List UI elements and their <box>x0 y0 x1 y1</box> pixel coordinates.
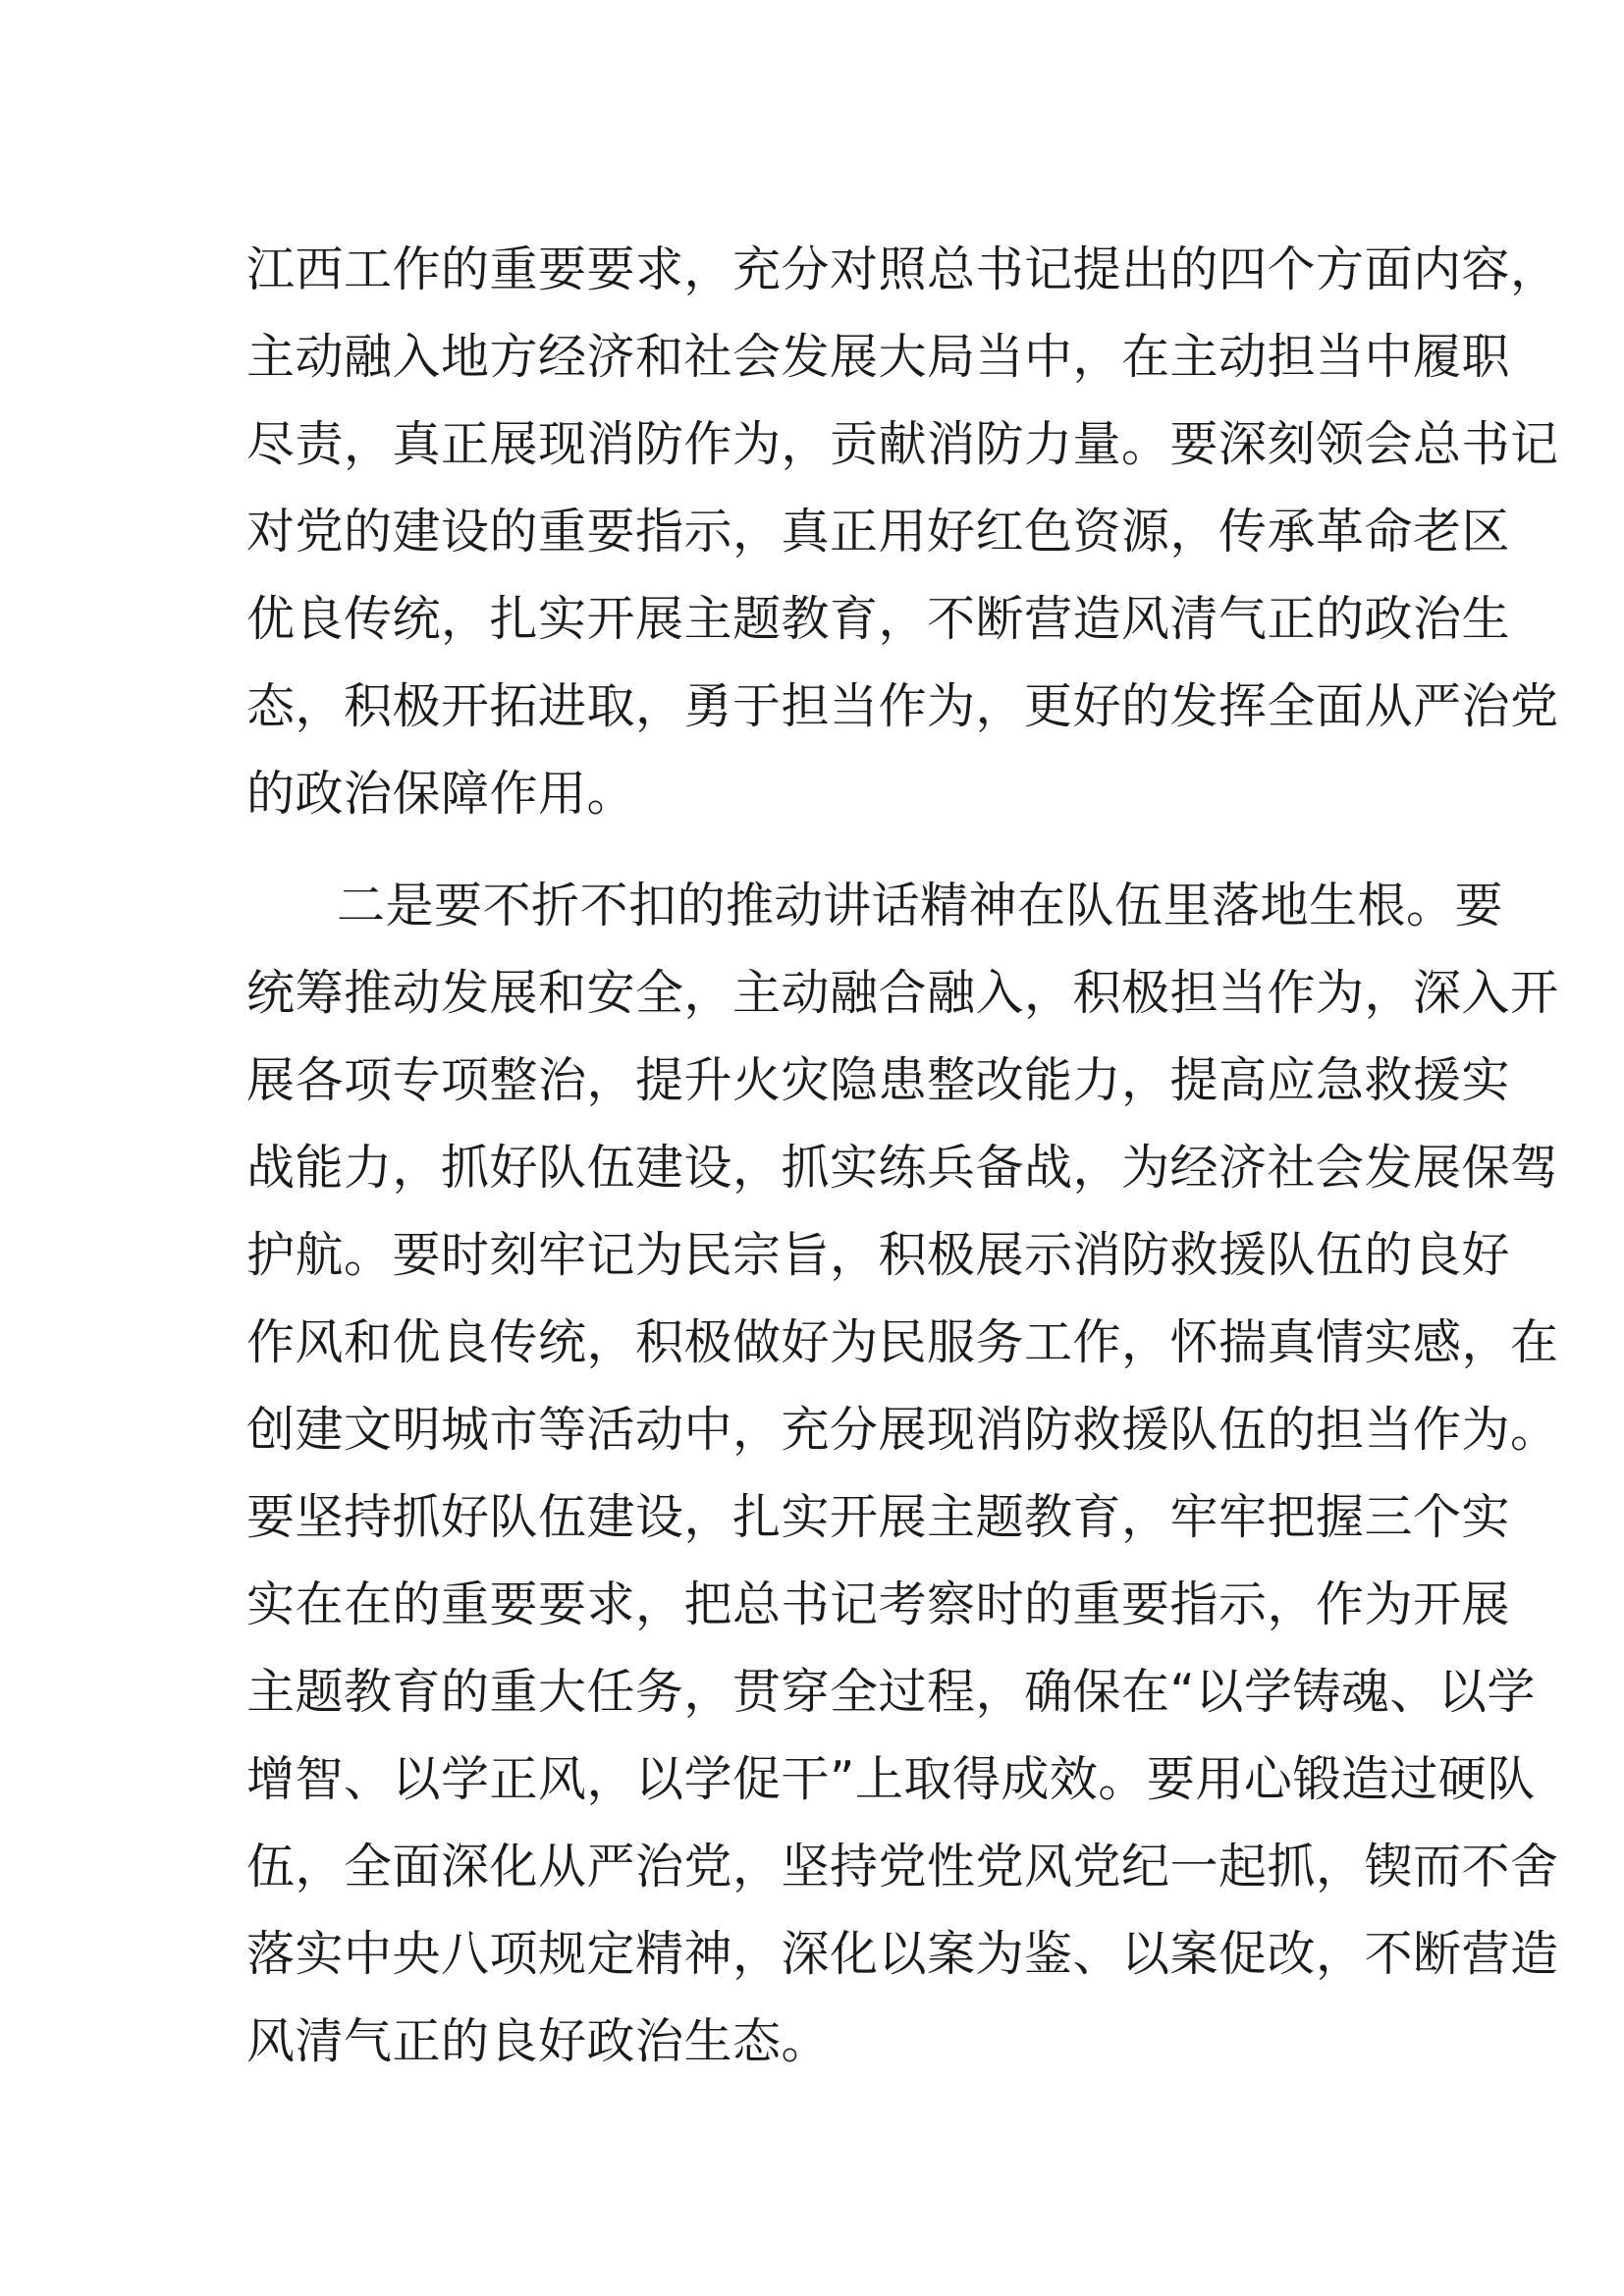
paragraph-2-line-7: 创建文明城市等活动中，充分展现消防救援队伍的担当作为。 <box>246 1402 1559 1458</box>
paragraph-2-line-1: 二是要不折不扣的推动讲话精神在队伍里落地生根。要 <box>337 878 1504 934</box>
paragraph-2-line-10: 主题教育的重大任务，贯穿全过程，确保在“以学铸魂、以学 <box>246 1664 1536 1720</box>
paragraph-2-line-2: 统筹推动发展和安全，主动融合融入，积极担当作为，深入开 <box>246 965 1559 1021</box>
paragraph-1 <box>246 226 1559 837</box>
paragraph-2-line-5: 护航。要时刻牢记为民宗旨，积极展示消防救援队伍的良好 <box>246 1227 1511 1283</box>
paragraph-2-line-4: 战能力，抓好队伍建设，抓实练兵备战，为经济社会发展保驾 <box>246 1140 1559 1196</box>
paragraph-1-line-5: 优良传统，扎实开展主题教育，不断营造风清气正的政治生 <box>246 591 1511 647</box>
paragraph-2-line-3: 展各项专项整治，提升火灾隐患整改能力，提高应急救援实 <box>246 1052 1511 1108</box>
paragraph-1-line-4: 对党的建设的重要指示，真正用好红色资源，传承革命老区 <box>246 504 1511 560</box>
paragraph-2-line-14: 风清气正的良好政治生态。 <box>246 2013 831 2069</box>
paragraph-1-line-7: 的政治保障作用。 <box>246 766 636 822</box>
paragraph-2-line-11: 增智、以学正风，以学促干”上取得成效。要用心锻造过硬队 <box>246 1751 1536 1807</box>
paragraph-1-line-6: 态，积极开拓进取，勇于担当作为，更好的发挥全面从严治党 <box>246 678 1559 734</box>
paragraph-2-line-8: 要坚持抓好队伍建设，扎实开展主题教育，牢牢把握三个实 <box>246 1489 1511 1545</box>
paragraph-1-line-2: 主动融入地方经济和社会发展大局当中，在主动担当中履职 <box>246 329 1511 385</box>
paragraph-1-line-3: 尽责，真正展现消防作为，贡献消防力量。要深刻领会总书记 <box>246 416 1559 472</box>
paragraph-2 <box>246 862 1559 2085</box>
paragraph-1-line-1: 江西工作的重要要求，充分对照总书记提出的四个方面内容， <box>246 241 1559 297</box>
paragraph-2-line-12: 伍，全面深化从严治党，坚持党性党风党纪一起抓，锲而不舍 <box>246 1839 1559 1895</box>
paragraph-2-line-13: 落实中央八项规定精神，深化以案为鉴、以案促改，不断营造 <box>246 1926 1559 1982</box>
paragraph-2-line-9: 实在在的重要要求，把总书记考察时的重要指示，作为开展 <box>246 1576 1511 1632</box>
paragraph-2-line-6: 作风和优良传统，积极做好为民服务工作，怀揣真情实感，在 <box>246 1314 1559 1370</box>
